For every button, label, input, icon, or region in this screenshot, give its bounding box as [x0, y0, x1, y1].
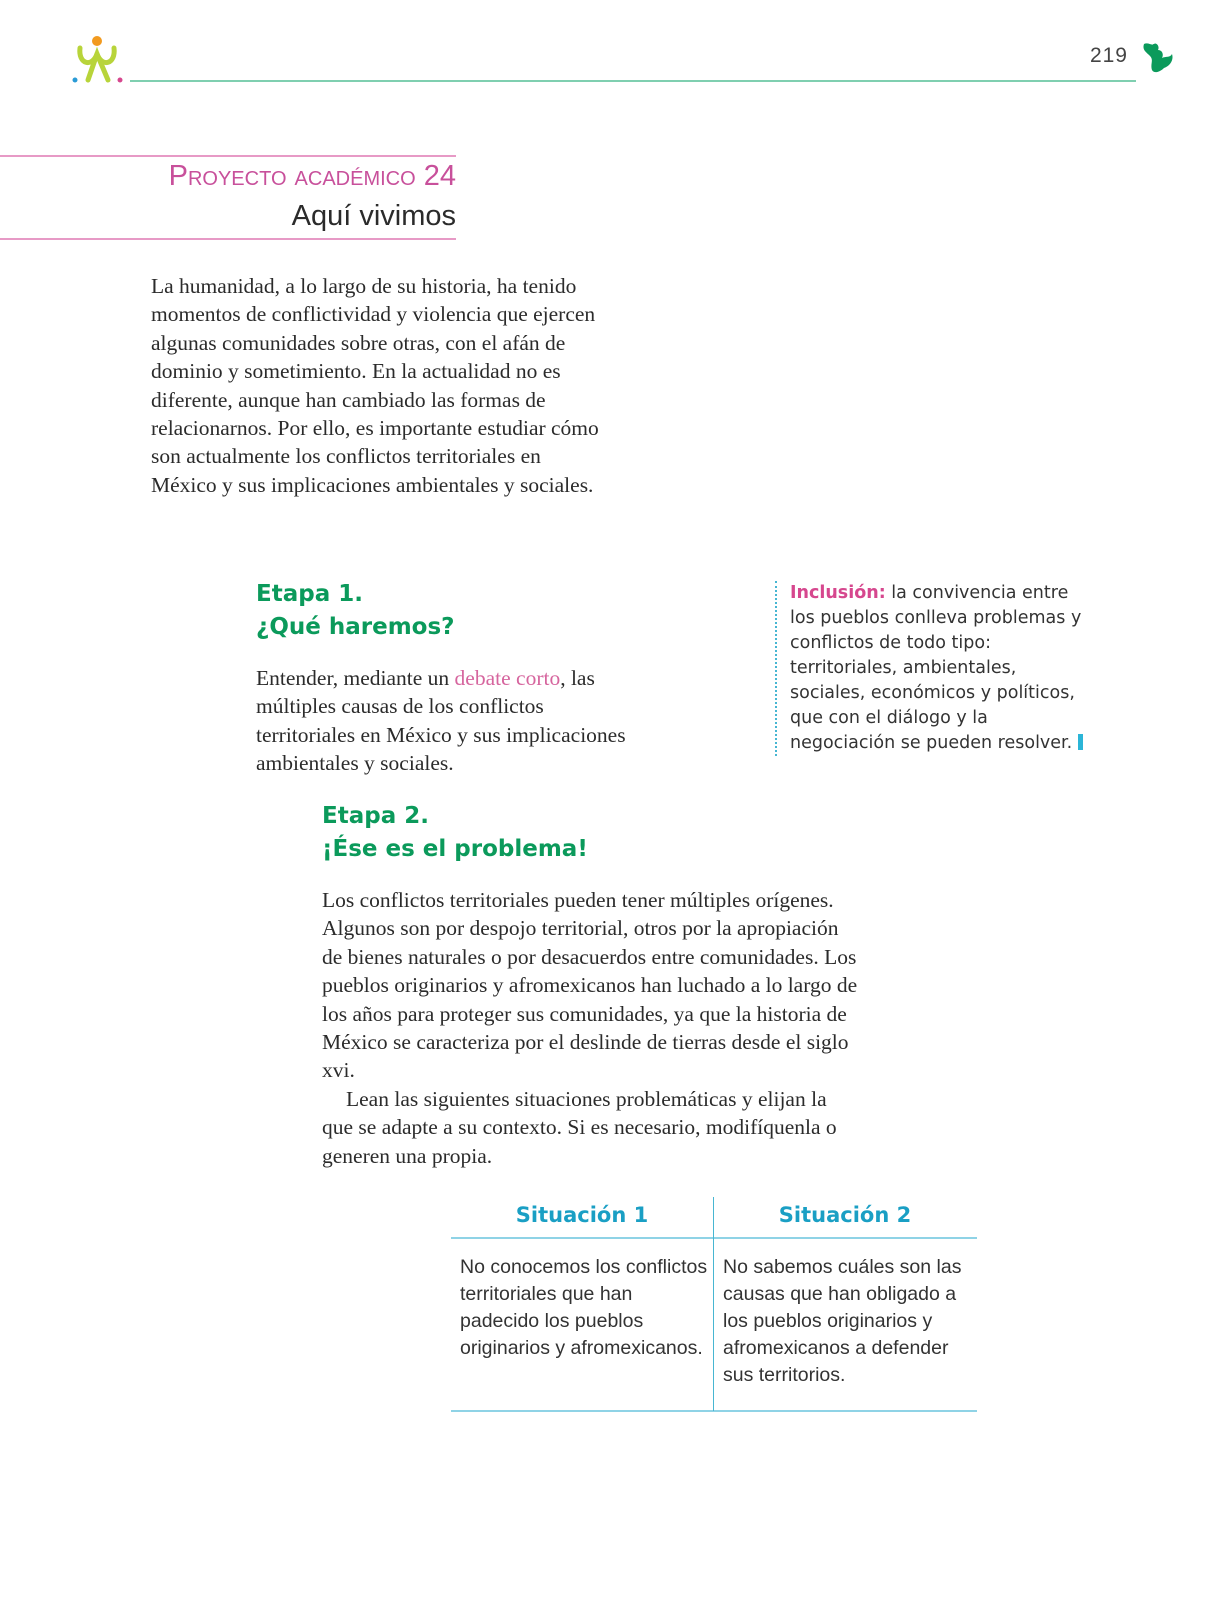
title-rule-top	[0, 155, 456, 157]
mexico-map-icon	[1142, 40, 1174, 76]
title-rule-bottom	[0, 238, 456, 240]
sidebar-term: Inclusión:	[790, 583, 886, 603]
situation-column	[714, 1197, 976, 1411]
stage1-title: ¿Qué haremos?	[256, 614, 455, 640]
situation-1-heading: Situación 1	[515, 1203, 649, 1227]
situation-2-text: No sabemos cuáles son las causas que han obligado a los pueblos originarios y afromexicanos a defender sus territorios.	[723, 1256, 962, 1386]
stage2-paragraph2: Lean las siguientes situaciones problemáticas y elijan la que se adapte a su contexto. Si es necesario, modifíquenla o generen una propia.	[322, 1086, 837, 1168]
sidebar-text: la convivencia entre los pueblos conlleva problemas y conflictos de todo tipo: territoriales, ambientales, sociales, económicos y políticos, que con el diálogo y la negociación se pueden resolver.	[790, 583, 1082, 753]
stage1-body-after: , las múltiples causas de los conflictos territoriales en México y sus implicaciones ambientales y sociales.	[256, 666, 626, 776]
stage2-title: ¡Ése es el problema!	[322, 836, 588, 862]
inclusion-sidebar	[775, 581, 1090, 756]
page-number: 219	[1089, 44, 1128, 67]
stage1-body	[256, 664, 631, 778]
situation-1-text: No conocemos los conflictos territoriales que han padecido los pueblos originarios y afromexicanos.	[460, 1256, 708, 1359]
stage2-number: Etapa 2.	[322, 803, 429, 829]
stage2-body	[322, 886, 862, 1170]
situation-2-heading: Situación 2	[778, 1203, 912, 1227]
intro-paragraph: La humanidad, a lo largo de su historia, ha tenido momentos de conflictividad y violencia que ejercen algunas comunidades sobre otras, con el afán de dominio y sometimiento. En la actualidad no es diferente, aunque han cambiado las formas de relacionarnos. Por ello, es importante estudiar cómo son actualmente los conflictos territoriales en México y sus implicaciones ambientales y sociales.	[151, 274, 599, 497]
header-rule	[130, 80, 1136, 82]
end-mark-icon	[1078, 734, 1083, 750]
project-title: Aquí vivimos	[291, 200, 456, 232]
stage2-paragraph1: Los conflictos territoriales pueden tener múltiples orígenes. Algunos son por despojo territorial, otros por la apropiación de bienes naturales o por desacuerdos entre comunidades. Los pueblos originarios y afromexicanos han luchado a lo largo de los años para proteger sus comunidades, ya que la historia de México se caracteriza por el deslinde de tierras desde el siglo xvi.	[322, 888, 858, 1083]
situation-column	[451, 1197, 713, 1411]
project-label: Proyecto académico 24	[168, 160, 456, 192]
stage1-body-before: Entender, mediante un	[256, 666, 455, 690]
debate-corto-link[interactable]: debate corto	[454, 666, 561, 690]
stage1-number: Etapa 1.	[256, 581, 363, 607]
situations-table	[451, 1197, 977, 1411]
figure-logo-icon	[70, 34, 126, 86]
